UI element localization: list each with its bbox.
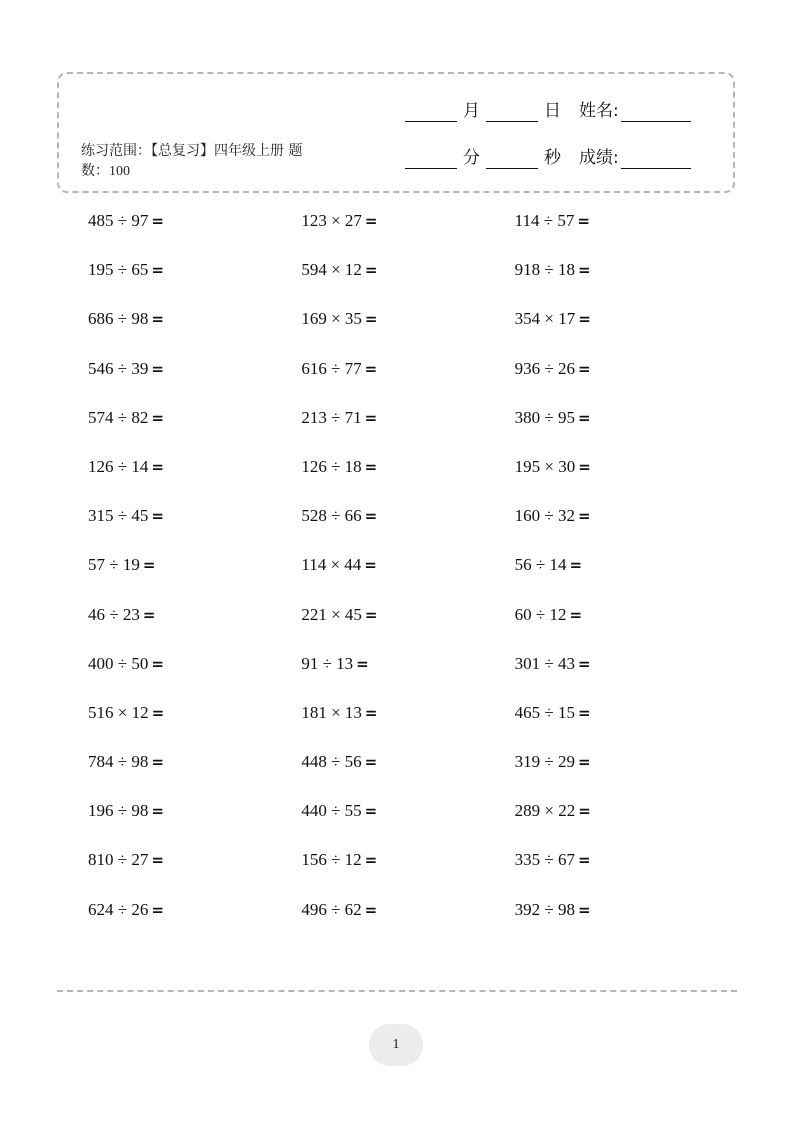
name-blank[interactable]: [621, 101, 691, 122]
problem-expression: 485 ÷ 97: [88, 211, 149, 230]
equals-sign: =: [578, 457, 591, 476]
problem-item: [301, 505, 514, 554]
problem-item: [88, 800, 301, 849]
problem-row: [88, 358, 728, 407]
time-score-row: [405, 147, 725, 169]
date-name-row: [405, 100, 725, 122]
problem-expression: 160 ÷ 32: [514, 506, 575, 526]
problem-row: [88, 259, 728, 308]
name-label: 姓名:: [579, 101, 619, 121]
problem-item: [515, 358, 728, 407]
equals-sign: =: [364, 605, 378, 624]
second-blank[interactable]: [486, 148, 538, 169]
problem-row: [88, 604, 728, 653]
equals-sign: =: [151, 310, 164, 329]
equals-sign: =: [569, 605, 583, 624]
problem-expression: 301 ÷ 43: [514, 653, 575, 673]
equals-sign: =: [364, 261, 378, 280]
equals-sign: =: [151, 457, 164, 476]
problem-row: [88, 210, 728, 259]
problem-expression: 46 ÷ 23: [88, 604, 140, 624]
equals-sign: =: [142, 605, 156, 624]
problem-expression: 156 ÷ 12: [301, 850, 362, 870]
problem-expression: 56 ÷ 14: [514, 555, 567, 575]
minute-label: 分: [463, 148, 480, 168]
problem-item: [301, 849, 514, 898]
problem-row: [88, 456, 728, 505]
problem-item: [301, 456, 514, 505]
problem-item: [515, 259, 728, 308]
problem-expression: 465 ÷ 15: [514, 702, 575, 722]
score-blank[interactable]: [621, 148, 691, 169]
equals-sign: =: [151, 212, 164, 230]
equals-sign: =: [364, 507, 378, 526]
problem-item: [88, 899, 301, 948]
problem-expression: 440 ÷ 55: [301, 801, 362, 821]
problem-item: [515, 899, 728, 948]
equals-sign: =: [151, 851, 164, 870]
equals-sign: =: [364, 212, 378, 230]
equals-sign: =: [151, 654, 164, 673]
problem-item: [88, 604, 301, 653]
month-blank[interactable]: [405, 101, 457, 122]
problem-item: [88, 210, 301, 259]
equals-sign: =: [578, 900, 591, 919]
problem-expression: 335 ÷ 67: [514, 850, 575, 870]
problem-expression: 319 ÷ 29: [514, 752, 575, 772]
problem-expression: 380 ÷ 95: [514, 407, 575, 427]
problem-expression: 91 ÷ 13: [301, 653, 354, 673]
problem-expression: 400 ÷ 50: [88, 653, 149, 673]
problem-item: [88, 407, 301, 456]
equals-sign: =: [364, 802, 378, 821]
problem-item: [88, 751, 301, 800]
problem-item: [515, 653, 728, 702]
problem-item: [515, 505, 728, 554]
equals-sign: =: [364, 556, 377, 575]
equals-sign: =: [364, 310, 378, 329]
problem-item: [515, 702, 728, 751]
problem-expression: 181 × 13: [301, 702, 362, 722]
problem-expression: 354 × 17: [514, 309, 576, 329]
day-label: 日: [544, 101, 561, 121]
problem-expression: 195 ÷ 65: [88, 260, 149, 280]
problem-expression: 60 ÷ 12: [514, 604, 567, 624]
problem-expression: 126 ÷ 18: [301, 456, 362, 476]
problem-expression: 574 ÷ 82: [88, 407, 149, 427]
problem-expression: 114 ÷ 57: [514, 211, 575, 230]
problem-item: [301, 210, 514, 259]
problem-item: [515, 800, 728, 849]
problem-item: [88, 308, 301, 357]
equals-sign: =: [151, 703, 165, 722]
problem-row: [88, 653, 728, 702]
problem-expression: 289 × 22: [514, 801, 576, 821]
problem-grid: [88, 210, 728, 948]
problem-expression: 784 ÷ 98: [88, 752, 149, 772]
equals-sign: =: [577, 212, 590, 230]
equals-sign: =: [151, 359, 164, 378]
equals-sign: =: [364, 457, 378, 476]
problem-row: [88, 800, 728, 849]
problem-expression: 810 ÷ 27: [88, 850, 149, 870]
problem-expression: 516 × 12: [88, 702, 149, 722]
problem-expression: 624 ÷ 26: [88, 899, 149, 919]
problem-expression: 57 ÷ 19: [88, 555, 140, 575]
second-label: 秒: [544, 148, 561, 168]
problem-item: [301, 407, 514, 456]
equals-sign: =: [364, 359, 378, 378]
equals-sign: =: [364, 753, 378, 772]
problem-row: [88, 505, 728, 554]
problem-item: [515, 210, 728, 259]
problem-expression: 315 ÷ 45: [88, 506, 149, 526]
problem-item: [88, 358, 301, 407]
equals-sign: =: [578, 753, 591, 772]
problem-item: [301, 554, 514, 603]
problem-expression: 594 × 12: [301, 260, 362, 280]
problem-expression: 169 × 35: [301, 309, 362, 329]
equals-sign: =: [578, 261, 591, 280]
equals-sign: =: [151, 261, 164, 280]
problem-expression: 123 × 27: [301, 211, 362, 230]
problem-expression: 114 × 44: [301, 555, 362, 575]
minute-blank[interactable]: [405, 148, 457, 169]
problem-expression: 195 × 30: [514, 456, 576, 476]
problem-item: [301, 308, 514, 357]
score-label: 成绩:: [579, 148, 619, 168]
problem-item: [301, 800, 514, 849]
equals-sign: =: [151, 408, 164, 427]
day-blank[interactable]: [486, 101, 538, 122]
equals-sign: =: [578, 802, 591, 821]
problem-row: [88, 308, 728, 357]
equals-sign: =: [364, 900, 378, 919]
problem-row: [88, 751, 728, 800]
problem-row: [88, 702, 728, 751]
footer-divider: [57, 990, 737, 992]
problem-item: [515, 308, 728, 357]
problem-expression: 616 ÷ 77: [301, 358, 362, 378]
problem-item: [515, 751, 728, 800]
equals-sign: =: [151, 802, 164, 821]
equals-sign: =: [578, 654, 591, 673]
equals-sign: =: [578, 851, 591, 870]
problem-expression: 686 ÷ 98: [88, 309, 149, 329]
equals-sign: =: [151, 900, 164, 919]
problem-expression: 936 ÷ 26: [514, 358, 575, 378]
problem-item: [301, 653, 514, 702]
problem-expression: 496 ÷ 62: [301, 899, 362, 919]
problem-expression: 528 ÷ 66: [301, 506, 362, 526]
problem-item: [301, 899, 514, 948]
problem-row: [88, 554, 728, 603]
question-count: 100: [109, 164, 130, 179]
page-number: 1: [369, 1024, 423, 1066]
practice-scope: [81, 141, 321, 182]
problem-expression: 213 ÷ 71: [301, 407, 362, 427]
equals-sign: =: [356, 654, 369, 673]
equals-sign: =: [364, 851, 378, 870]
equals-sign: =: [569, 556, 583, 575]
problem-item: [301, 702, 514, 751]
problem-row: [88, 899, 728, 948]
problem-expression: 918 ÷ 18: [514, 260, 575, 280]
problem-expression: 448 ÷ 56: [301, 752, 362, 772]
problem-row: [88, 849, 728, 898]
equals-sign: =: [578, 703, 591, 722]
problem-item: [88, 259, 301, 308]
month-label: 月: [463, 101, 480, 121]
problem-item: [88, 702, 301, 751]
problem-item: [515, 554, 728, 603]
equals-sign: =: [151, 507, 164, 526]
problem-item: [88, 456, 301, 505]
equals-sign: =: [578, 507, 591, 526]
problem-expression: 392 ÷ 98: [514, 899, 575, 919]
problem-item: [301, 358, 514, 407]
equals-sign: =: [578, 359, 591, 378]
problem-item: [301, 604, 514, 653]
problem-expression: 221 × 45: [301, 604, 362, 624]
problem-expression: 196 ÷ 98: [88, 801, 149, 821]
equals-sign: =: [142, 556, 156, 575]
problem-item: [88, 554, 301, 603]
equals-sign: =: [578, 310, 591, 329]
equals-sign: =: [151, 753, 164, 772]
equals-sign: =: [578, 408, 591, 427]
problem-item: [515, 849, 728, 898]
scope-label: 练习范围：【总复习】四年级上册 题数：: [81, 143, 303, 179]
problem-expression: 126 ÷ 14: [88, 456, 149, 476]
worksheet-header: [57, 72, 735, 193]
problem-item: [515, 604, 728, 653]
equals-sign: =: [364, 703, 378, 722]
problem-item: [301, 259, 514, 308]
problem-item: [88, 505, 301, 554]
problem-item: [88, 849, 301, 898]
problem-expression: 546 ÷ 39: [88, 358, 149, 378]
problem-item: [301, 751, 514, 800]
problem-item: [88, 653, 301, 702]
problem-item: [515, 456, 728, 505]
problem-item: [515, 407, 728, 456]
problem-row: [88, 407, 728, 456]
equals-sign: =: [364, 408, 378, 427]
